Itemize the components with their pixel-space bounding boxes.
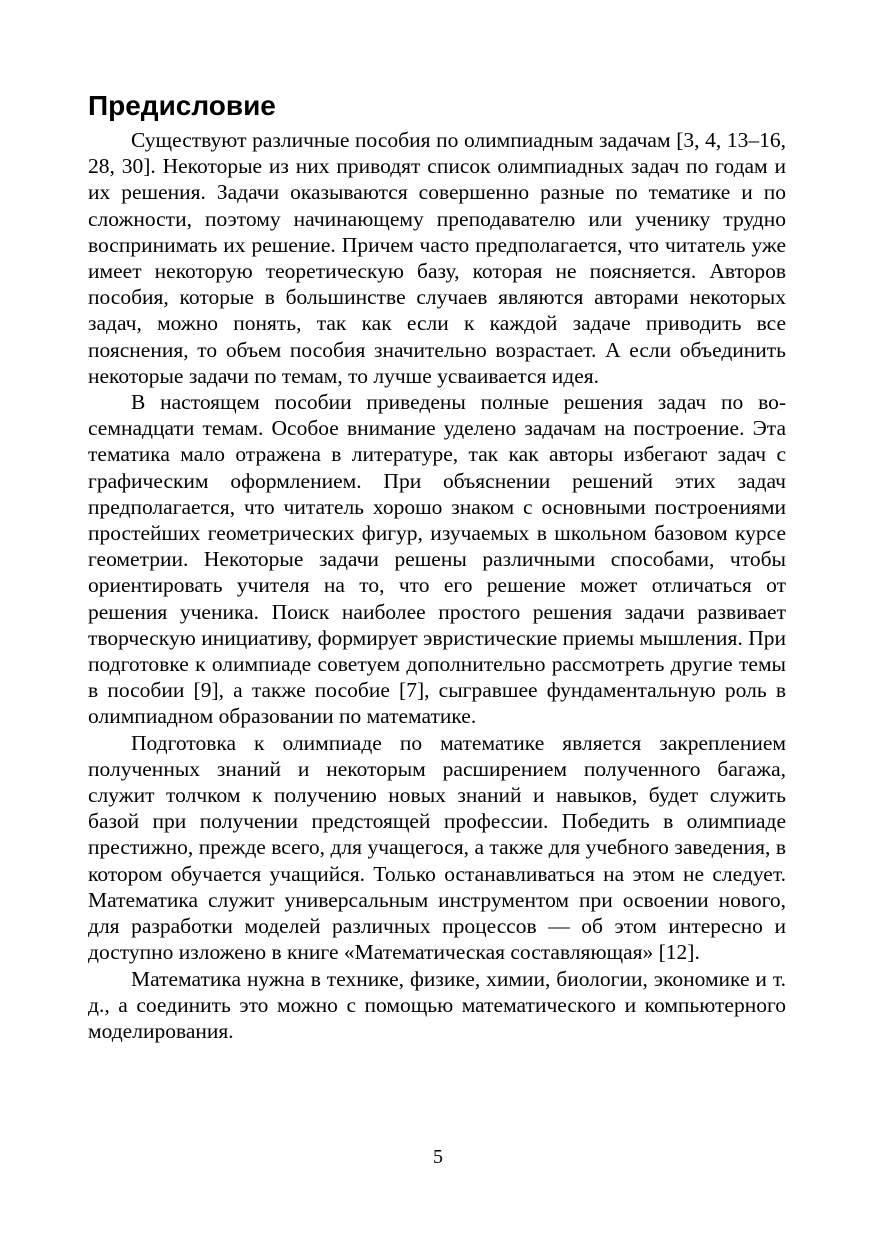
paragraph-4: Математика нужна в технике, физике, химии, биологии, экономике и т. д., а соединить это можно с помощью математического и компьютерного моделирования. bbox=[88, 966, 786, 1043]
paragraph-1: Существуют различные пособия по олимпиадным задачам [3, 4, 13–16, 28, 30]. Некоторые из них приводят список олимпиадных задач по годам и их решения. Задачи оказываются совершенно разные по тематике и по сложности, поэтому начинающему преподавателю или ученику трудно воспринимать их решение. Причем часто предполагается, что читатель уже имеет некоторую теоретическую базу, которая не поясняется. Авторов пособия, которые в большинстве случаев являются авторами некоторых задач, можно понять, так как если к каждой задаче приводить все пояснения, то объем пособия значительно возрастает. А если объединить некоторые задачи по темам, то лучше усваивается идея. bbox=[88, 128, 786, 388]
page-title: Предисловие bbox=[88, 90, 276, 121]
paragraph-3: Подготовка к олимпиаде по математике является закреплением полученных знаний и некоторым расширением полученного багажа, служит толчком к получению новых знаний и навыков, будет служить базой при получении предстоящей профессии. Победить в олимпиаде престижно, прежде всего, для учащегося, а также для учебного заведения, в котором обучается учащийся. Только останавливаться на этом не следует. Математика служит универсальным инструментом при освоении нового, для разработки моделей различных процессов — об этом интересно и доступно изложено в книге «Математическая составляющая» [12]. bbox=[88, 730, 786, 965]
paragraph-2: В настоящем пособии приведены полные решения задач по восемнадцати темам. Особое внимание уделено задачам на построение. Эта тематика мало отражена в литературе, так как авторы избегают задач с графическим оформлением. При объяснении решений этих задач предполагается, что читатель хорошо знаком с основными построениями простейших геометрических фигур, изучаемых в школьном базовом курсе геометрии. Некоторые задачи решены различными способами, чтобы ориентировать учителя на то, что его решение может отличаться от решения ученика. Поиск наиболее простого решения задачи развивает творческую инициативу, формирует эвристические приемы мышления. При подготовке к олимпиаде советуем дополнительно рассмотреть другие темы в пособии [9], а также пособие [7], сыгравшее фундаментальную роль в олимпиадном образовании по математике. bbox=[88, 390, 786, 729]
document-page bbox=[88, 86, 786, 1044]
page-number: 5 bbox=[433, 1146, 443, 1168]
